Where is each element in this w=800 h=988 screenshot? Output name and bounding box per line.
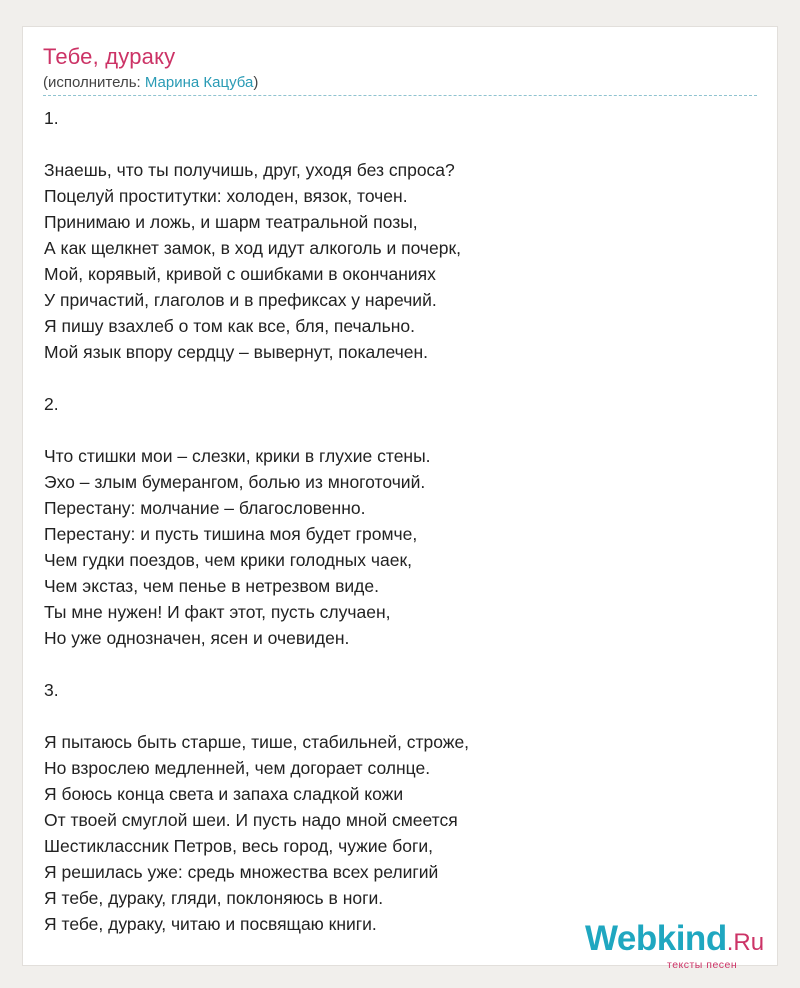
lyric-line: 1.	[44, 108, 59, 128]
lyric-line: У причастий, глаголов и в префиксах у наречий.	[44, 290, 437, 310]
lyric-line: Чем гудки поездов, чем крики голодных чаек,	[44, 550, 412, 570]
performer-suffix: )	[253, 74, 259, 91]
lyric-line: 3.	[44, 680, 59, 700]
lyric-line: От твоей смуглой шеи. И пусть надо мной смеется	[44, 810, 458, 830]
lyric-line: Перестану: и пусть тишина моя будет громче,	[44, 524, 418, 544]
lyric-line: Я решилась уже: средь множества всех религий	[44, 862, 439, 882]
lyrics-text	[44, 105, 744, 937]
lyric-line: Шестиклассник Петров, весь город, чужие боги,	[44, 836, 434, 856]
lyric-line: Я пытаюсь быть старше, тише, стабильней, строже,	[44, 732, 470, 752]
lyric-line: Поцелуй проститутки: холоден, вязок, точен.	[44, 186, 408, 206]
lyric-line: Я тебе, дураку, читаю и посвящаю книги.	[44, 914, 377, 934]
lyric-line: А как щелкнет замок, в ход идут алкоголь и почерк,	[44, 238, 462, 258]
lyric-line: Что стишки мои – слезки, крики в глухие стены.	[44, 446, 431, 466]
song-title: Тебе, дураку	[43, 44, 176, 69]
lyric-line	[44, 417, 744, 443]
lyric-line: Эхо – злым бумерангом, болью из многоточий.	[44, 472, 426, 492]
logo-wordmark	[585, 921, 764, 961]
lyric-line: Но уже однозначен, ясен и очевиден.	[44, 628, 350, 648]
lyric-line	[44, 131, 744, 157]
lyric-line: Перестану: молчание – благословенно.	[44, 498, 366, 518]
lyrics-card	[22, 26, 778, 971]
lyric-line: Я тебе, дураку, гляди, поклоняюсь в ноги.	[44, 888, 384, 908]
logo-word: Webkind	[585, 919, 727, 958]
lyric-line: Но взрослею медленней, чем догорает солнце.	[44, 758, 431, 778]
lyric-line: Ты мне нужен! И факт этот, пусть случаен,	[44, 602, 391, 622]
artist-link[interactable]: Марина Кацуба	[144, 74, 254, 91]
title-divider	[43, 95, 757, 96]
lyric-line	[44, 651, 744, 677]
lyric-line: Мой язык впору сердцу – вывернут, покалечен.	[44, 342, 429, 362]
lyric-line: Знаешь, что ты получишь, друг, уходя без спроса?	[44, 160, 455, 180]
lyric-line: Я пишу взахлеб о том как все, бля, печально.	[44, 316, 415, 336]
performer-line	[43, 74, 258, 92]
lyric-line: Я боюсь конца света и запаха сладкой кожи	[44, 784, 404, 804]
logo-tld: .Ru	[726, 929, 765, 956]
performer-prefix: (исполнитель:	[43, 74, 145, 91]
lyric-line: Чем экстаз, чем пенье в нетрезвом виде.	[44, 576, 379, 596]
logo-tagline: тексты песен	[667, 959, 738, 971]
site-logo[interactable]	[585, 919, 785, 971]
lyric-line: Мой, корявый, кривой с ошибками в окончаниях	[44, 264, 436, 284]
lyric-line: Принимаю и ложь, и шарм театральной позы,	[44, 212, 418, 232]
lyric-line	[44, 703, 744, 729]
lyric-line: 2.	[44, 394, 59, 414]
lyric-line	[44, 365, 744, 391]
